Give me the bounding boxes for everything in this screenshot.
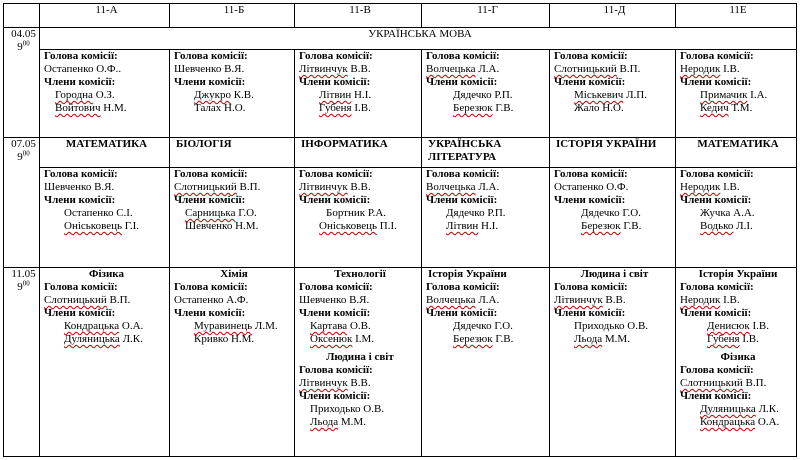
class-header-11e: 11Е: [676, 4, 797, 28]
day2-subject-11b: БІОЛОГІЯ: [170, 138, 295, 168]
day1-cell-11e: Голова комісії: Неродик І.В. Члени комісії: Примачик І.А. Кедич Т.М.: [676, 50, 797, 138]
day2-cell-11d: Голова комісії: Остапенко О.Ф. Члени комісії: Дядечко Г.О. Березюк Г.В.: [550, 168, 676, 268]
day3-cell-11a: Фізика Голова комісії: Слотницький В.П. Члени комісії: Кондрацька О.А. Дуляницька Л.К.: [40, 268, 170, 457]
class-header-11a: 11-А: [40, 4, 170, 28]
day3-time: $9^{00}$: [17, 279, 30, 293]
day1-time: $9^{00}$: [17, 39, 30, 53]
day3-cell-11b: Хімія Голова комісії: Остапенко А.Ф. Члени комісії: Муравинець Л.М. Кривко Н.М.: [170, 268, 295, 457]
day1-cell-11d: Голова комісії: Слотницький В.П. Члени комісії: Міськевич Л.П. Жало Н.О.: [550, 50, 676, 138]
day2-cell-11g: Голова комісії: Волчецька Л.А. Члени комісії: Дядечко Р.П. Літвин Н.І.: [422, 168, 550, 268]
day3-cell-11v: Технології Голова комісії: Шевченко В.Я. Члени комісії: Картава О.В. Оксенюк І.М. Людина і світ Голова комісії: Літвинчук В.В. Члени комісії: Приходько О.В. Льода М.М.: [295, 268, 422, 457]
class-header-11b: 11-Б: [170, 4, 295, 28]
day1-cell-11b: Голова комісії: Шевченко В.Я. Члени комісії: Джукро К.В. Талах Н.О.: [170, 50, 295, 138]
day2-subject-11d: ІСТОРІЯ УКРАЇНИ: [550, 138, 676, 168]
header-row: [4, 4, 797, 28]
day2-subject-11v: ІНФОРМАТИКА: [295, 138, 422, 168]
day1-date-cell: [4, 28, 40, 138]
day1-cell-11g: Голова комісії: Волчецька Л.А. Члени комісії: Дядечко Р.П. Березюк Г.В.: [422, 50, 550, 138]
day2-cell-11b: Голова комісії: Слотницький В.П. Члени комісії: Сарницька Г.О. Шевченко Н.М.: [170, 168, 295, 268]
day1-cell-11v: Голова комісії: Літвинчук В.В. Члени комісії: Літвин Н.І. Губеня І.В.: [295, 50, 422, 138]
day3-date: 11.05: [11, 268, 36, 280]
day3-cell-11d: Людина і світ Голова комісії: Літвинчук В.В. Члени комісії: Приходько О.В. Льода М.М.: [550, 268, 676, 457]
day2-date-cell: [4, 138, 40, 268]
class-header-11d: 11-Д: [550, 4, 676, 28]
day1-date: 04.05: [11, 28, 36, 40]
day3-cell-11e: Історія України Голова комісії: Неродик І.В. Члени комісії: Денисюк І.В. Губеня І.В. Фізика Голова комісії: Слотницький В.П. Члени комісії: Дуляницька Л.К. Кондрацька О.А.: [676, 268, 797, 457]
day2-commission-row: [4, 168, 797, 268]
day2-subject-11e: МАТЕМАТИКА: [676, 138, 797, 168]
day2-date: 07.05: [11, 138, 36, 150]
corner-cell: [4, 4, 40, 28]
day1-commission-row: [4, 50, 797, 138]
day2-subject-11a: МАТЕМАТИКА: [40, 138, 170, 168]
class-header-11v: 11-В: [295, 4, 422, 28]
day2-subject-11g: УКРАЇНСЬКА ЛІТЕРАТУРА: [422, 138, 550, 168]
day3-cell-11g: Історія України Голова комісії: Волчецька Л.А. Члени комісії: Дядечко Г.О. Березюк Г.В.: [422, 268, 550, 457]
day1-cell-11a: Голова комісії: Остапенко О.Ф.. Члени комісії: Городна О.З. Войтович Н.М.: [40, 50, 170, 138]
day2-cell-11e: Голова комісії: Неродик І.В. Члени комісії: Жучка А.А. Водько Л.І.: [676, 168, 797, 268]
day2-cell-11v: Голова комісії: Літвинчук В.В. Члени комісії: Бортник Р.А. Оніськовець П.І.: [295, 168, 422, 268]
day2-time: $9^{00}$: [17, 149, 30, 163]
day3-row: [4, 268, 797, 457]
day2-cell-11a: Голова комісії: Шевченко В.Я. Члени комісії: Остапенко С.І. Оніськовець Г.І.: [40, 168, 170, 268]
day2-subject-row: [4, 138, 797, 168]
day1-subject: УКРАЇНСЬКА МОВА: [40, 28, 797, 50]
class-header-11g: 11-Г: [422, 4, 550, 28]
day3-date-cell: [4, 268, 40, 457]
day1-subject-row: [4, 28, 797, 50]
exam-schedule-table: [3, 3, 797, 457]
